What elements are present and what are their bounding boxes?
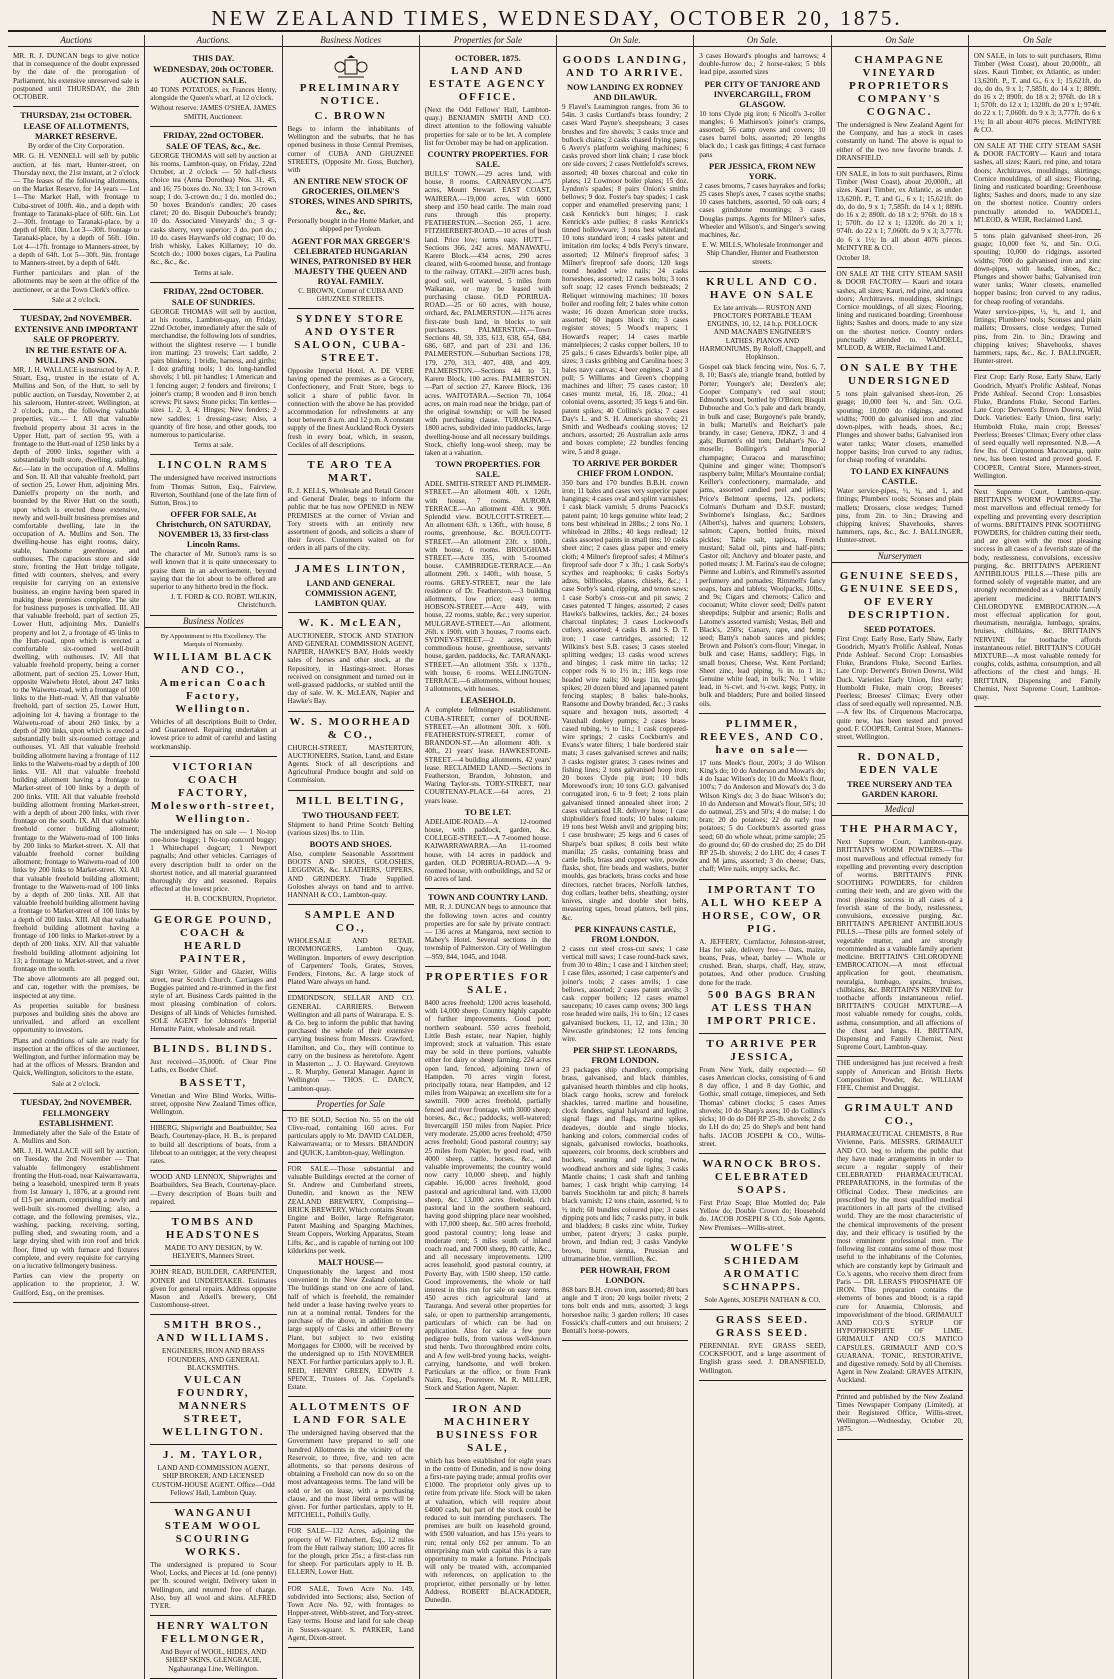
advert — [699, 1238, 825, 1310]
advert-title: PER JESSICA, FROM NEW YORK. — [709, 160, 816, 181]
advert-text: PHARMACEUTICAL CHEMISTS, 8 Rue Vivienne, Paris. MESSRS. GRIMAULT AND CO. beg to inform the public that they have made arrangements in order to secure a regular supply of their CELEBRATED PHARMACEUTICAL PREPARATIONS, in the formulas of the Officinal Codex. These medicines are prescribed by the most qualified medical practitioners in all parts of the civilised world. They are the most characteristic of the chemical improvements of the present day, and their efficacy is testified by the most emminent professional men. The following list contains some of those most useful to the inhabitants of the Colonies, which are constantly kept by Grimault and Co.'s agents, who receive them direct from Paris — DR. LERAS'S PHOSPHATE OF IRON. This preparation contains the elements of bones and blood; is a rapid cure for Anaemia, Chlorosis, and impoverishment of the blood. GRIMAULT AND CO.'S SYRUP OF HYPOPHOSPHITE OF LIME. GRIMAULT AND CO.'S MATICO CAPSULES. GRIMAULT AND CO.'S GUARANA. TONIC, RESTORATIVE, and digestive remedy. Sold by all Chemists. Agent in New Zealand: GRAVES AITKIN, Auckland. — [836, 1130, 963, 1385]
section-heading: Business Notices — [283, 35, 419, 47]
advert — [699, 1154, 825, 1238]
advert-headline: TOMBS AND HEADSTONES — [165, 1216, 261, 1242]
advert-headline: ON SALE BY THE UNDERSIGNED — [839, 362, 960, 388]
advert — [150, 757, 276, 910]
advert-text: The undersigned is New Zealand Agent for the Company, and has a stock in cases constantly on hand. The above is equal to either of the two now favorite brands. J. DRANSFIELD. — [836, 121, 963, 162]
section-heading: Medical — [832, 804, 968, 816]
advert-text: EDMONDSON, SELLAR AND CO. GENERAL CARRIERS. Between Wellington and all parts of Wairarapa. E. S. & Co. beg to inform the public that having purchased the whole of their extensive carrying business from Messrs. Crawford, Hamilton, and Co., they will continue to carry on the business as heretofore. Agent in Masterton ... J. O. Hayward. Greytown ... R. Murphy, General Manager. Agent in Wellington — THOS. C. DARCY, Lambton-quay. — [287, 994, 414, 1093]
advert-headline: THE PHARMACY, — [840, 823, 960, 836]
advert-text: FOR SALE, Town Acre No. 149, subdivided into Sections; also, Section of Town Acre No. 92, with frontages to Hopper-street, Webb-street, and Tory-street. Easy terms. House and land for sale cheap in Sussex-square. S. PARKER, Land Agent, Dixon-street. — [287, 1584, 414, 1642]
advert-headline: PLIMMER, REEVES, AND CO. have on sale— — [700, 717, 825, 756]
advert-text: Sale at 2 o'clock. — [51, 1079, 101, 1088]
advert — [699, 272, 825, 714]
advert-headline: WOLFE'S SCHIEDAM AROMATIC SCHNAPPS. — [722, 1241, 802, 1293]
column-1 — [8, 35, 145, 1679]
advert — [288, 559, 414, 613]
advert-title: SALE OF SUNDRIES. — [171, 296, 255, 307]
advert-text: And Buyer of WOOL, HIDES, AND SHEEP SKINS, GLENGRACIE, Ngahauranga Line, Wellington. — [160, 1648, 267, 1673]
section-heading: On Sale — [969, 35, 1106, 47]
advert-headline: GENUINE SEEDS, GENUINE SEEDS, OF EVERY DESCRIPTION. — [839, 569, 960, 621]
advert — [13, 310, 139, 1094]
advert-date: THURSDAY, 21st OCTOBER. — [20, 110, 132, 121]
advert — [150, 283, 276, 455]
advert-text: H. B. COCKBURN, Proprietor. — [185, 895, 277, 904]
advert — [150, 1503, 276, 1616]
advert-text: The above allotments are all pegged out, and can, together with the premises, be inspected at any time. — [13, 975, 140, 1000]
advert-headline: WARNOCK BROS. CELEBRATED SOAPS. — [702, 1157, 823, 1196]
advert-headline: HENRY WALTON FELLMONGER, — [156, 1620, 270, 1646]
advert — [425, 50, 551, 889]
advert-text: 5 tons plain galvanised sheet-iron, 26 guage; 10,000 feet ¾, and 5in. O.G. spouting; 10,000 do ridgings, assorted widths; 7000 do galvanised iron and zinc down-pipes, with heads, shoes, &c.; Plunges and shower baths; Galvanised iron water tanks; Water closets, enamelled hopper basins; Iron curved to any radius, for cheap roofing of verandahs. — [836, 390, 963, 464]
advert-text: As properties suitable for business purposes and building sites the above are unrivalled, and afford an excellent opportunity to investors. — [13, 1001, 140, 1035]
advert-text: Unquestionably the largest and most convenient in the New Zealand colonies. The buildings stand on one acre of land, half of which is freehold, the remainder held under a lease having twelve years to run at a nominal rental. Tenders for the purchase of the above, in addition to the large supply of Casks and other Brewery Plant, but subject to two existing Mortgages for £3000, will be received by the undersigned up to 15th NOVEMBER NEXT. For further particulars apply to J. R. REID, HENRY GREEN, EDWIN J. SPENCE, Trustees of Jas. Copeland's Estate. — [287, 1268, 414, 1391]
advert — [288, 712, 414, 791]
advert-text: MR. J. H. WALLACE will sell by auction, on Tuesday, the 2nd November — That valuable fellmongery establishment fronting the Hutt-road, near Kaiwarrawarra, being a leasehold, unexpired term 8 years from 1st January 1, 1876, at a ground rent of £15 per annum, comprising a newly and well-built six-roomed dwelling; also, a cottage, and the following premises, viz., washing, packing, receiving, sorting, pulling shed, and sweating room, and a large drying shed with iron roof and brick floor, fitted up with furnace and fixtures complete, and every requisite for carrying on a lucrative fellmongery business. — [13, 1147, 140, 1270]
advert-text: which has been established for eight years in the centre of Dunedin, and is now doing a first-rate paying trade; annual profits over £1000. The proprietor only gives up to retire from private life. Stock will be taken at valuation, which will require about £4000 cash, but part of the stock could be reduced to suit intending purchasers. The premises are built on leasehold ground, with £500 valuation, and has 15½ years to run; rental only £62 per annum. To an enterprising man with capital this is a rare opportunity to make a fortune. Principals will only be treated with, accompanied with references, on application to the proprietor, either personally or by letter. Address, ROBERT BLACKADDER, Dunedin. — [424, 1456, 551, 1605]
advert — [150, 50, 276, 127]
advert-headline: BLINDS. BLINDS. — [153, 1043, 274, 1056]
advert-headline: C. BROWN — [314, 110, 387, 122]
advert-title: LEASEHOLD. — [460, 695, 516, 706]
advert-text: From New York, daily expected:— 60 cases American clocks, consisting of 6 and 8 day office, 1 and 8 day Gothic, and Gothic, small cottage, timepieces, and Seth Thomas' cabinet clocks; 5 cases Ames shovels; 10 do Sharp's axes; 10 do Collins's picks; 10 do do DH RP 25-lb. shovels; 2 do do LH do do; 25 do Shep's and bent hand hafts. JACOB JOSEPH & CO., Willis-street. — [699, 1065, 826, 1148]
advert — [150, 1212, 276, 1266]
advert-text: MR. J. H. WALLACE is instructed by A. P. Stuart, Esq., trustee in the estate of A. Mullins and Son, of the Hutt, to sell by public auction, on Tuesday, November 2, at his saleroom, Hunter-street, Wellington, at 2 o'clock, p.m., the following valuable properties, viz.— I. All that valuable freehold property about 31 acres in the Upper Hutt, part of section 95, with a frontage to the Hutt-road of 1250 links by a depth of 2000 links, together with a substantially built store, dwelling, stabling, &c.—late in the occupation of A. Mullins and Son. II. All that valuable freehold, part of section 25, Lower Hutt, adjoining Mrs. Daniell's property on the north, and bounded by the River Hutt on the south, upon which is erected those extensive, newly and well-built business premises and comfortable dwelling, late in the occupation of A. Mullins and Son. The dwelling-house has eight rooms, dairy, stable, handsome greenhouse, and outhouses. The capacious store and side store, fronting the Hutt bridge tollgate, fitted with counters, shelves, and every requisite for carrying on an extensive business, an engine having been spared in making these premises complete. The site for business purposes is unrivalled. III. All that valuable freehold, part of section 25, Lower Hutt, adjoining Mrs. Daniell's property and lot 2, a frontage of 45 links to the Hutt-road, upon which is erected a comfortable six-roomed well-built dwelling, with outhouses. IV. All that valuable freehold property, being a corner allotment, part of section 25, Lower Hutt, opposite Waiwhetu Hotel, about 247 links to the Waiwetu-road, with a frontage of 100 links to the Hutt-road. V. All that valuable freehold, part of section 25, Lower Hutt, adjoining lot 4, having a frontage to the Waiwetu-road of about 260 links, by a depth of 200 links, upon which is erected a substantially built six-roomed cottage and outhouses. VI. All that valuable freehold building allotment having a frontage of 112 links to the Waiwetu-road by a depth of 100 links. VII. All that valuable freehold building allotment having a frontage to Market-street of 100 links by a depth of 200 links. VIII. All that valuable freehold building allotment fronting Market-street, with a depth of about 200 links, with river frontage on the south. IX. All that valuable freehold corner building allotment; frontage to the Waiwetu-road of 100 links by 200 links to Market-street. X. All that valuable freehold corner building allotment; frontage to Waiwetu-road of 100 links by 200 links to Market-street. XI. All that valuable freehold building allotment; frontage to the Waiwetu-road of 100 links by a depth of 200 links. XII. All that valuable freehold building allotment having a frontage to Market-street of 100 links by a depth of 200 links. XIII. All that valuable freehold building allotment having a frontage of 100 links to Market-street by a depth of 200 links. XIV. All that valuable freehold building allotment adjoining lot 13; a frontage to Market-street, and a river frontage on the south. — [13, 366, 140, 973]
advert-text: Also, complete Seasonable Assortment BOOTS AND SHOES, GOLOSHES, LEGGINGS, &c. LEATHERS, UPPERS, AND GRINDERY. Trade Supplied. Goloshes always on hand and to arrive. HANNAH & CO., Lambton-quay. — [287, 849, 414, 899]
advert — [150, 1122, 276, 1171]
advert-title: NOW LANDING EX RODNEY AND DILAWUR. — [566, 82, 684, 102]
advert-title: TO LAND EX KINFAUNS CASTLE. — [850, 466, 949, 487]
advert-headline: PRELIMINARY NOTICE. — [299, 82, 402, 107]
advert-headline: J. M. TAYLOR, — [163, 1449, 264, 1462]
advert-text: ON SALE, in lots to suit purchasers, Rimu Timber (West Coast), about 20,000ft., all sizes. Kauri Timber, ex Atlantic, as under: 13,620ft. P., T. and G., 6 x 1; 15,621ft. do do, do do, 9 x 1; 7,585ft. do 14 x 1; 889ft. do 16 x 2; 890ft. do 18 x 2; 976ft. do 18 x 1; 570ft. do 12 x 1; 1320ft. do 20 x 1; 974ft. do 22 x 1; 7,060ft. do 9 x 3; 3,777ft. do 6 x 1½; In all about 4076 pieces. McINTYRE & CO. — [836, 170, 963, 252]
advert-text: Begs to inform the inhabitants of Wellington and the suburbs, that he has opened business in those Central Premises, corner of CUBA AND GHUZNEE STREETS, (Opposite Mr. Goss, Butcher), with — [287, 125, 414, 175]
advert-headline: CHAMPAGNE VINEYARD PROPRIETORS COMPANY'S COGNAC. — [848, 54, 951, 118]
advert-text: First Crop: Early Rose, Early Shaw, Early Goodrich, Myatt's Prolific Ashleaf, Nonas Pride Ashleaf. Second Crop: Lonsasbies Fluke, Brandons Fluke, Second Earlies. Late Crop: Derwent's Brown Dowrst, Wild Duck. Varieties: Early Union, first early; Humboldt Fluke, main crop; Breeses' Peerless; Breeses' Climax; Every other class of seed equally well represented. N.B.—A few lbs. of Cirquenous Macrocarpa, quite new, has been tested and proved good. F. COOPER, Central Store, Manners-street, Wellington. — [836, 634, 963, 741]
advert-title: TOWN AND COUNTRY LAND. — [428, 892, 548, 903]
advert-text: C. BROWN, Corner of CUBA AND GHUZNEE STREETS. — [298, 286, 404, 303]
column-2 — [145, 35, 282, 1679]
advert-text: ON SALE AT THE CITY STEAM SASH & DOOR FACTORY— Kauri and totara sashes, all sizes; Kauri, red pine, and totara doors; Architraves, mouldings, skirtings; Cornice mouldings, of all sizes; Flooring, lining and rusticated boarding; Greenhouse lights; Sashes and doors, made to any size on the shortest notice. Country orders punctually attended to. WADDELL, M'LEOD, & WEIR, Reclaimed Land. — [973, 142, 1101, 224]
column-6 — [694, 35, 831, 1679]
advert-text: BULLS' TOWN.—29 acres land, with house, 8 rooms. CARNARVON.—475 acres, Mount Stewart. EAST COAST, WAIRERA.—19,000 acres, with 6000 sheep and 150 head cattle. The main road runs through this property. FEATHERSTON.—Section 265, 1 acre. FITZHERBERT-ROAD.—10 acres of bush land. Price low; terms easy. HUTT.—Sections 366, 242 acres. MANAWATU, Karere Block.—434 acres, 290 acres cleared, with 6-roomed house, and frontage to the railway. OTAKI.—2070 acres bush, good soil, well watered, 5 miles from Waikanae, or may be leased with purchasing clause. OLD PORIRUA-ROAD.—25 or 60 acres, with house, orchard, &c. PALMERSTON.—1176 acres first-rate bush land, in blocks to suit purchasers. PALMERSTON.—Town Sections 48, 59, 335, 613, 638, 654, 684, 686, 687, and part of 231 and 136. PALMERSTON.—Suburban Sections 178, 179, 270, 313, 407, 408, and 409. PALMERSTON.—Sections 44 to 51, Karere Block, 100 acres. PALMERSTON.—Part of section 27, Karere Block, 136 acres. WAITOTARA.—Section 70, 1064 acres, on main road near the bridge, part of the original township; or will be leased with purchasing clause. TURAKINA.—1800 acres, subdivided into paddocks, large dwelling-house and all necessary buildings. Stock, chiefly long-wool sheep, may be taken at a valuation. — [424, 170, 551, 457]
advert-text: PERENNIAL RYE GRASS SEED, COCKSFOOT, and a large assortment of English grass seed. J. DRANSFIELD, Wellington. — [699, 1341, 826, 1375]
advert-title: BOOTS AND SHOES. — [309, 838, 392, 849]
advert — [288, 1525, 414, 1582]
columns — [8, 35, 1106, 1673]
advert-text: Water service-pipes, ½, ¾, and 1, and fittings; Plumbers' tools; Sconses and plain mallets; Drossers, close wedges; Turned pins, from 2in. to 3in.; Drawing and chipping knives; Shavehooks, shaves hammers, raps, &c., &c. J. BALLINGER, Hunter-street. — [973, 307, 1101, 366]
advert-headline: GOODS LANDING, AND TO ARRIVE. — [562, 54, 688, 79]
advert — [699, 880, 825, 1034]
advert — [150, 127, 276, 283]
advert — [288, 309, 414, 455]
advert-text: First Prize Soap; Blue Mottled do; Pale Yellow do; Double Crown do; Household do. JACOB JOSEPH & CO., Sole Agents. New Premises—Willis-street. — [699, 1198, 826, 1232]
advert — [974, 486, 1101, 707]
advert-text: 3 cases Howard's ploughs and harrows; 4 double-furrow do.; 2 horse-rakes; 5 bbls lead pipe, assorted sizes — [699, 52, 826, 77]
advert-text: Personally bought in the Home Market, and shipped per Tyrolean. — [287, 217, 414, 234]
advert — [150, 1171, 276, 1212]
advert-title: TO BE LET. — [464, 806, 511, 817]
advert — [699, 714, 825, 880]
advert-headline: TO ARRIVE PER JESSICA, — [706, 1037, 819, 1063]
advert-text: 23 packages ship chandlery, comprising brass, galvanised, and black thimbles, galvanised hearth thimbles and clip hooks, black cargo hooks, screw and forelock shackles, tarred marline and houseline, clock fenders, signal halyard and logline, signal flags and flags, marine spikes, deadeyes, double and single blocks, hanking and colors, commercial codes of signals, galvanised rowlocks, boathooks, squeezers, coir brooms, deck scrubbers and buckets, seaming and roping twine, woodhead anchors and side lights; 3 casks Mantle chains; 1 cask shaft and tanhing hames; 1 cask bright whip carrying; 14 barrels Stockholm tar and pitch; 8 barrels black varnish; 12 tons chain, assorted, ¼ to ½ inch; 60 bundles coloured pipe; 3 cases dipping pots and lids; 7 casks putty, in bulk and bladders; 8 casks zinc white, Turkey umber, patent dryers; 3 casks purple, brown, and Indian red; 3 casks Vandyke brown, burnt sienna, Prussian and ultramarine blue, vermillion, &c. — [562, 1066, 689, 1263]
advert-text: FOR SALE—132 Acres, adjoining the property of W. Fitzherbert, Esq., 12 miles from the Hutt railway station; 100 acres fit for the plough, price 25s.; a first-class run for sheep. For particulars apply to H. B. ELLERN, Lower Hutt. — [287, 1527, 414, 1577]
advert-text: October 18. — [836, 254, 871, 263]
advert — [837, 268, 963, 358]
advert-date: OCTOBER, 1875. — [455, 53, 521, 63]
advert-text: MR. G. H. VENNELL will sell by public auction, at his mart, Hunter-street, on Thursday next, the 21st instant, at 2 o'clock — The leases of the following allotments, on the Market Reserve, for 14 years — Lot 1—The Market Hall, with frontage to Cuba-street of 100ft. 4in., and a depth with frontage to Taranaki-place of 60ft. 6in. Lot 2—30ft. frontage to Taranaki-place, by a depth of 60ft. 10in. Lot 3—30ft. frontage to Taranaki-place, by a depth of 56ft. 10in. Lot 4—17ft. frontage to Manners-street, by a depth of 64ft. Lot 5—30ft. 9in. frontage to Manners-street, by a depth of 64ft. — [13, 152, 140, 268]
advert-headline: W. S. MOORHEAD & CO., — [289, 715, 412, 741]
advert-headline: JAMES LINTON, — [294, 562, 407, 575]
advert-headline: VULCAN FOUNDRY, MANNERS STREET, WELLINGTON. — [162, 1374, 265, 1439]
advert-headline: GEORGE POUND, COACH & HEARLD PAINTER, — [153, 913, 273, 965]
advert-date: WEDNESDAY, 20th OCTOBER. — [153, 64, 274, 74]
advert-title: IN RE THE ESTATE OF A. MULLINS AND SON. — [25, 345, 127, 366]
advert-date: FRIDAY, 22nd OCTOBER. — [163, 129, 264, 140]
section-heading: On Sale. — [557, 35, 693, 47]
advert-text: Plans and conditions of sale are ready for inspection at the offices of the auctioneer, Wellington, and further information may be had at the offices of Messrs. Brandon and Quick, Wellington, solicitors to the estate. — [13, 1036, 140, 1078]
advert-title: AGENT FOR MAX GREGER'S CELEBRATED HUNGARIAN WINES, PATRONISED BY HER MAJESTY THE QUEEN AND ROYAL FAMILY. — [290, 235, 412, 286]
advert-title: PER HOWRAH, FROM LONDON. — [580, 1265, 671, 1286]
advert-headline: IRON AND MACHINERY BUSINESS FOR SALE, — [436, 1402, 540, 1454]
section-heading: Auctions. — [145, 35, 281, 47]
column-8 — [969, 35, 1106, 1679]
advert-text: GEORGE THOMAS will sell by auction, at his rooms, Lambton-quay, on Friday, 22nd October, immediately after the sale of merchandise, the following lots of sundries, without the slightest reserve — 1 bundle iron matting; 23 trowels; Cart saddle, 2 pairs blinkers; 1 bridle, harness, and girths; 1 doz grafting tools; 1 do. long-handled shovels; 1 bll. pit handles; 1 American and 1 fencing auger; 2 fenders and fireirons; 1 joiner's cramp; 8 wooden and 8 iron bench screws; Pit saws; Stone picks; Tin kettles—sizes 1, 2, 3, 4; Hinges; New fenders; 2 new saddles; 1 dressing-case; Also, a quantity of fire hose, and other goods, too numerous to particularise. — [150, 307, 277, 439]
advert-headline: MILL BELTING, — [295, 794, 406, 807]
advert — [150, 1266, 276, 1315]
advert-text: TO BE SOLD, Section No. 55 on the old Clive-road, containing 160 acres. For particulars apply to Mr. DAVID CALDER, Kaiwarrawarra; or to Messrs. BRANDON and QUICK, Lambton-quay, Wellington. — [287, 1115, 414, 1157]
advert-text: Further particulars and plan of the allotments may be seen at the office of the auctioneer, or at the Town Clerk's office. — [13, 269, 140, 294]
advert-text: FOR SALE.—Those substantial and valuable Buildings erected at the corner of St. Andrew and Cumberland streets, Dunedin, and known as the NEW ZEALAND BREWERY, Comprising— BRICK BREWERY, Which contains Steam Engine and Boiler, large Refrigerator, Patent Mashing and Sparging Machines, Steam Coppers, Working Apparatus, Steam Lifts, &c., and is capable of turning out 100 kilderkins per week. — [287, 1164, 414, 1255]
advert — [288, 791, 414, 906]
advert-headline: PROPERTIES FOR SALE. — [425, 970, 550, 996]
advert-headline: GRIMAULT AND CO., — [844, 1102, 955, 1128]
imprint — [837, 1391, 963, 1440]
advert-text: Water service-pipes, ½, ¾, and 1, and fittings; Plumbers' tools; Sconses and plain mallets; Drossers, close wedges; Turned pins, from 2in. to 3in.; Drawing and chipping knives; Shavehooks, shaves hammers, raps, &c., &c. J. BALLINGER, Hunter-street. — [836, 487, 963, 545]
section-heading: Properties for Sale — [283, 1099, 419, 1111]
advert-headline: TE ARO TEA MART. — [307, 459, 394, 485]
advert-headline: KRULL AND CO. HAVE ON SALE — [706, 275, 819, 301]
advert-title: TO ARRIVE PER BORDER CHIEF FROM LONDON. — [572, 457, 678, 478]
advert-text: Immediately after the Sale of the Estate of A. Mullins and Son. — [13, 1128, 140, 1145]
advert-headline: W. K. McLEAN, — [298, 616, 403, 629]
advert-text: LAND AND COMMISSION AGENT, SHIP BROKER, AND LICENSED CUSTOM-HOUSE AGENT. Office—Odd Fellows' Hall, Lambton Quay. — [151, 1464, 275, 1497]
advert — [562, 50, 688, 1341]
advert — [288, 613, 414, 712]
advert-text: JOHN READ, BUILDER, CARPENTER, JOINER and UNDERTAKER. Estimates given for general repairs. Address opposite Mason and Arkell's brewery, Old Customhouse-street. — [150, 1268, 277, 1310]
advert-text: Terms at sale. — [193, 268, 234, 277]
advert-text: Gospel oak black fencing wire, Nos. 6, 7, 8, 10; Bass's ale, triangle brand, bottled by Porter; Younger's ale; Deezlen's ale; Cooper Company's red seal stout; Edmond's stout, bottled by O'Brien; Bisquit Dubouche and Co.'s pale and dark brandy, in bulk and case; Burgoyne's pale brandy, in bulk; Martell's and Reichart's pale brandy, in case; Geneva, JDKZ, 3 and 4 gals; Burnett's old tom; Delahart's No. 2 moselle; Bollinger's and Imperial champagne; Curacoa and maraschino; Quinine and ginger wine; Thompson's raspberry balm; Millar's Mountaine cordial; Keiller's confectionery, marmalade, and jams, assorted candied peel and jellies; Price's Belmont sperms, 12s. pockets; Colman's Durham and D.S.F. mustard; Swinborne's Isinglass, &c.; Sardines (Albert's), halves and quarters; Lobsters, salmon; Capers, bottled fruits, mixed pickles; Table salt, tapioca, French mustard; Salad oil, pints and half-pints; Castor oil; Anchovy and bloater paste, and potted meats; J. M. Farina's eau de cologne; Pienne and Lubin's, and Rimmell's assorted perfumery and pomades; Rimmell's fancy soaps, bars and tablets; Woolpacks, 10lbs., and 9s; Cigars and cheroots; Calico and cocoanut; White clover seed; Dell's patent sheepdips; Sulphur and arsenic; Rolls and Latome's assorted varnish; Vestas, Bell and Black's, 250's; Canary, rape, and hemp seed; Batty's nabob sauces and pickles; Brown and Polson's corn-flour; Vinegar, in bulk and case; Hams, saddlery; Figs, in small boxes; Cheese, Wst. Kent Portland; Sheet zinc, lead piping, ¾ in. to 1 in.; Genuine white lead, in bulk; No. 1 white lead, in ¾-cwt. and ½-cwt. kegs; Putty, in bulk and bladders; Pure and boiled linseed oils. — [699, 363, 826, 708]
advert-text: The undersigned has on sale — 1 No-top one-horse buggy; 1 No-top concord buggy; 1 Whitechapel dogcart; 1 Newport pagnalls; And other vehicles. Carriages of every description built to order on the shortest notice, and all material guaranteed thoroughly dry and seasoned. Repairs effected at the lowest price. — [150, 827, 277, 894]
advert-text: Sole Agents, JOSEPH NATHAN & CO. — [704, 1295, 821, 1304]
advert-title: LAND AND GENERAL COMMISSION AGENT, LAMBTON QUAY. — [305, 577, 397, 608]
advert-headline: SAMPLE AND CO., — [304, 909, 397, 935]
section-heading: Auctions — [8, 35, 144, 47]
advert — [288, 50, 414, 309]
advert-text: HIBERG, Shipwright and Boatbuilder, Sea Beach, Courtenay-place, H. B., is prepared to build all descriptions of boats, from a lifeboat to an outrigger, at the very cheapest rates. — [150, 1124, 277, 1166]
advert — [699, 1310, 825, 1381]
advert-text: Parties can view the property on application to the proprietor, J. W. Guilford, Esq., on the premises. — [13, 1272, 140, 1297]
advert-text: GEORGE THOMAS will sell by auction at his rooms, Lambton-quay, on Friday, 22nd October, at 2 o'clock — 50 half-chests choice tea (Anna Dorothea) Nos. 31, 45, and 16; 75 boxes do. No. 33; 1 ton 3-crown soap; 1 do. 3-crown do.; 1 do. mottled do.; 50 boxes Brandon's candles; 20 cases claret; 20 do. Bisquit Dubouche's brandy; 10 do. Associated Vineyards' do.; 3 qr-casks sherry, very superior; 3 do. port do.; 10 do. cases Hayward's old cognac; 10 do. Irish whisky, Lakes Killarney; 10 do. Scotch do.; 1000 boxes cigars, La Paulina &c., &c., &c. — [150, 151, 277, 267]
advert-title: FELLMONGERY ESTABLISHMENT. — [38, 1107, 114, 1128]
advert-text: 9 Flavel's Leamington ranges, from 36 to 54in. 3 casks Curtland's brass foundry; 2 cases Ward Payne's sheepshears; 3 cases brushes and fire shovels; 3 casks truce and bullock chains; 2 casks chased frying pans; 6 Avery's platform weighing machines; 6 casks proved short link chain; 1 case block ore side covers; 2 cases Nettlefold's screws, assorted; 40 boxes charcoal and coke tin plates; 12 Lowmoor boiler plates; 15 doz. Lyndon's spades; 8 pairs Onion's smiths bellows; 9 doz. Foster's bay spades; 1 cask copper and enamelled preserving pans; 1 cask Kenrick's butt hinges; 1 cask Kenrick's axle pullies; 8 casks Kenrick's tinned hollowware; 3 tons best whiteland; 10 tons standard iron; 4 casks patent and imitation rim locks; 4 bdls Perry's tinware, assorted; 12 Milner's fireproof safes; 3 Milner's fireproof safe doors; 120 kegs round headed wire nails; 24 casks horseshoes, assorted; 12 cases bolts; 3 tons soft soap; 12 cases French bedsteads; 2 Reliquet winnowing machines; 10 boxes boiler and roofing felt; 2 bales white cotton waste; 16 dozen American store trucks, assorted; 60 ingots block tin; 3 cases register stoves; 5 Wood's reapers; 1 Howard's reaper; 14 cases marble mantelpieces; 2 casks copper boilers, 10 to 25 gals.; 6 cases Edwards's boiler pipe, all sizes; 3 casks gribbing and Carolina hoes; 3 bales navy canvas; 4 beer engines, 2 and 3 pull; 5 Williams and Green's chopping machines and lifter; 75 cases castor; 10 cases muntz metal, 16, 18, 20oz.; 41 colonial ovens, assorted; 35 kegs 6 and 6in. patent spikes; 40 Collins's picks; 7 cases Day's L. and S. H. American shovels; 21 Smith and Wedhead's cooking stoves; 12 anchors, assorted; 26 Australian axle arms and boxes complete; 22 bundles fencing wire, 5 and 8 guage. — [562, 103, 689, 456]
advert-headline: IMPORTANT TO ALL WHO KEEP A HORSE, COW, OR PIG. — [700, 883, 824, 935]
section-heading: Business Notices — [145, 616, 281, 628]
advert-title: MALT HOUSE— — [318, 1257, 384, 1268]
advert-text: Vehicles of all descriptions Built to Order, and Guaranteed. Repairing undertaken at lowest price to admit of careful and lasting workmanship. — [150, 717, 277, 751]
advert-text: MR. R. J. DUNCAN begs to give notice that in consequence of the doubt expressed by the date of the prorogation of Parliament, his extensive unreserved sale is postponed until THURSDAY, the 28th OCTOBER. — [13, 52, 140, 102]
advert-title: LEASE OF ALLOTMENTS, MARKET RESERVE. — [23, 121, 129, 142]
advert-headline: 500 BAGS BRAN AT LESS THAN IMPORT PRICE. — [707, 988, 818, 1027]
advert — [837, 358, 963, 550]
advert — [150, 1039, 276, 1122]
advert — [150, 1445, 276, 1503]
advert-text: By order of the City Corporation. — [28, 142, 125, 151]
advert — [288, 1397, 414, 1525]
advert-date: THIS DAY. — [192, 53, 235, 63]
advert-headline: GRASS SEED. GRASS SEED. — [715, 1313, 809, 1339]
advert-text: Terms at sale. — [193, 441, 234, 450]
advert-title: TWO THOUSAND FEET. — [302, 809, 399, 820]
advert — [699, 1034, 825, 1154]
advert-text: 8400 acres freehold; 1200 acres leasehold, with 14,000 sheep. Country highly capable of further improvements. Good port; northern seaboard. 550 acres freehold, Little Bush estate, near Napier, highly improved; stock at valuation. This estate may be sold in three portions, valuable either for dairy or sheep farming. 224 acres open land, fenced, adjoining town of Hampden. 70 acres virgin forest, principally totara, near Hampden, and 12 miles from Waipawa; an excellent site for a sawmill. 7000 acres freehold, partially fenced and river frontage, with 3000 sheep; horses, &c., &c.; paddocks, well-watered; Invercargill 150 miles from Napier. Price very moderate. 25,000 acres freehold; 4750 acres freehold; Good pastoral country; say 25 miles from Napier, by good road, with 4000 sheep, cattle, horses, &c., and valuable improvements; the country would now carry 10,000 sheep, and highly capable. 16,000 acres freehold, good pastoral and agricultural land, with 13,000 sheep, &c. 13,000 acres freehold, rich pastoral land in the southern seaboard, having good shipping place near woolshed, with 17,000 sheep, &c. 500 acres freehold, good pastoral country; long lease and moderate rent; 5 miles south of inland coach road, and 7000 sheep, 80 cattle, &c., and all necessary improvements. 1200 acres leasehold, good pastoral country, at Poverty Bay, with 1500 sheep, 150 cattle. Good improvements, the whole or half interest in this run for sale on easy terms. 450 acres rich agricultural land at Tauranga. And several other properties for sale, or open to partnership arrangements, particulars of which can be had on application. Also for sale a few pure pedigree bulls, from various well-known stud herds. Two thoroughbred entire colts, and A few well-bred young hacks, weight-carrying, handsome, and well broken. Particulars at the office, or from Frank Nairn, Esq., Pourerere. M. R. MILLER, Stock and Station Agent, Napier. — [424, 998, 551, 1393]
advert-text: Sale at 2 o'clock. — [51, 295, 101, 304]
advert — [699, 50, 825, 272]
advert-text: Just received—35,000ft. of Clear Pine Laths, ex Border Chief. — [150, 1058, 277, 1075]
advert-headline: LINCOLN RAMS — [158, 459, 269, 472]
advert — [150, 1616, 276, 1679]
advert-text: WOOD AND LENNOX, Shipwrights and Boatbuilders, Sea Beach, Courtenay-place.—Every description of Boats built and repaired. — [150, 1173, 277, 1206]
advert — [150, 910, 276, 1040]
advert-text: ON SALE AT THE CITY STEAM SASH & DOOR FACTORY— Kauri and totara sashes, all sizes; Kauri, red pine, and totara doors; Architraves, mouldings, skirtings; Cornice mouldings, of all sizes; Flooring, lining and rusticated boarding; Greenhouse lights; Sashes and doors, made to any size on the shortest notice. Country orders punctually attended to. WADDELL, M'LEOD, & WEIR, Reclaimed Land. — [836, 270, 963, 353]
advert-title: COUNTRY PROPERTIES. FOR SALE. — [427, 149, 549, 170]
advert — [425, 967, 551, 1399]
advert-text: 350 bars and 170 bundles B.B.H. crown iron; 11 bales and cases very superior paper hangings; 4 cases oval and splint varnishes; 1 cask black varnish; 5 drums Peacock's patent paint; 10 kegs genuine white lead; 2 tons best whitelead in 28lbs.; 2 tons No. 1 whitelead in 28lbs.; 40 kegs redlead; 12 casks assorted paints in small tins; 10 casks sheet zinc; 2 cases glass paper and emery cloth; 4 Milner's fireproof safes; 4 Milner's fireproof safe door 7 x 3ft.; 1 cask Sorby's scythes and reaphooks; 6 casks Sorby's adzes, billhooks, planes, chisels, &c.; 1 case Sorby's sand, ripping, and tenon saws; 1 case Sorby's cross-cut and pit saws; 2 cases patented T hinges, assorted; 2 cases Hawks's balkwires, tackles, &c.; 24 boxes charcoal tinplates; 3 cases Lockwood's cutlery, assorted; 4 casks B. and S. D. T. iron; 1 case cartridges, assorted; 12 Wilkins's best S.B. cases; 3 cases steeled splitting wedges; 13 casks wood screws and hinges; 1 cask mitre tin tacks; 12 copper rods ¾ to 1½ in.; 185 kegs rose headed wire nails; 30 kegs 1in. wrought spikes; 20 dozen blued and japanned patent fencing staples; 8 bales bale-hooks, Ransome and Dowby branded, &c.; 3 casks square and hexagon nuts, assorted; 4 Vauxhall donkey pumps; 2 cases brass-cased tubing, ½ to 1in.; 1 cask coppered-wire springs; 2 casks Cockburn's and Evans's water filters; 1 bale bordered stair mats; 3 cases galvanised screws and nails; 3 casks register grates; 3 cases twines and fishing lines; 2 tons galvanised hoop iron; 20 boxes Clyde pig iron; 10 bdls Morewood's iron; 10 tons G.O. galvanised corrugated iron, 6 to 9 feet; 2 tons plain galvanised tinned annealed sheet iron; 2 cases vulcanised I.R. delivery hose; 1 case shipbuilder's fixed tools; 10 bales oakum; 19 tons best Welsh anvil and gripping bits; 1 case brushware; 25 kegs and 6 cases of Sharpe's boat spikes; 8 coils best white manilla; 25 casks, containing brass and cattle bells, brass and copper wire, powder flasks, shot, fire beads and washers, butter moulds, gas brackets, brass cocks and hose directors, ratchet braces, Norfolk latches, dog collars, leather belts, sheathing, oyster knives, single and double shot belts, measuring tapes, bread platters, bell pins, &c. — [562, 478, 689, 922]
advert-text: ON SALE, in lots to suit purchasers, Rimu Timber (West Coast), about 20,000ft., all sizes. Kauri Timber, ex Atlantic, as under: 13,620ft. P., T. and G., 6 x 1; 15,621ft. do do, do do, 9 x 1; 7,585ft. do 14 x 1; 889ft. do 16 x 2; 890ft. do 18 x 2; 976ft. do 18 x 1; 570ft. do 12 x 1; 1320ft. do 20 x 1; 974ft. do 22 x 1; 7,060ft. do 9 x 3; 3,777ft. do 6 x 1½; In all about 4076 pieces. McINTYRE & CO. — [973, 52, 1101, 134]
advert-title: TOWN PROPERTIES. FOR SALE. — [435, 459, 541, 480]
advert-text: R. J. KELLS, Wholesale and Retail Grocer and General Dealer, begs to inform the public that he has now OPENED in NEW PREMISES at the corner of Vivian and Tory streets with an entirely new assortment of goods, and solicits a share of their favors. Customers waited on for orders in all parts of the city. — [287, 487, 414, 553]
advert-text: 868 bars B.H. crown iron, assorted; 80 bars angle and T iron; 20 kegs boiler rivets; 2 tons bolt ends and nuts, assorted; 3 kegs horseshoe nails; 3 garden rollers; 10 cases Fossick's chaff-cutters and out bruisers; 2 Bentall's horse-powers. — [562, 1286, 689, 1336]
advert-date: TUESDAY, 2nd NOVEMBER. — [20, 1096, 132, 1107]
advert-title: AN ENTIRE NEW STOCK OF GROCERIES, OILMEN'S STORES, WINES AND SPIRITS, &c., &c. — [289, 176, 413, 217]
advert-text: A. JEFFERY, Cornfactor, Johnston-street, Has for sale, delivery free— Oats, maize, beans, Peas, wheat, barley — Whole or crushed. Bran, sharps, chaff, Hay, straw, potatoes, And other produce. Crushing done for the trade. — [699, 937, 826, 987]
advert-text: MADE TO ANY DESIGN, by W. HELYER'S, Manners Street. — [164, 1244, 263, 1261]
advert-text: THE undersigned has just received a fresh supply of American and British Herbs Composition Powder, &c. WILLIAM FIFE, Chemist and Druggist. — [836, 1059, 963, 1093]
advert-text: MR. R. J. DUNCAN begs to announce that the following town acres and country properties are for sale by private contract:— 136 acres at Mangaroa, next section to Mabey's Hotel. Several sections in the township of Palmerston. City of Wellington—959, 844, 1045, and 1048. — [424, 903, 551, 961]
advert-date: TUESDAY, 2nd NOVEMBER. — [20, 313, 132, 324]
advert-text: 17 tons Meek's flour, 200's; 3 do Wilson King's do; 10 do Anderson and Mowat's do; 4 do Isaac Wilson's do; 10 do Meek's flour, 100's; 7 do Anderson and Mowat's do; 3 do Wilson King's do; 3 do Isaac Wilson's do; 10 do Anderson and Mowat's flour, 50's; 10 do oatmeal, 25's and 50's; 4 do malse; 1 do bran; 20 do potatoes; 22 do early rose potatoes; 5 do Cockburn's assorted grass seed; 60 do whole wheat, prime sample; 25 do ground do; 60 do crushed do; 25 do DH RP 25-lb. shovels; 2 do LHC do; 4 cases T and M jams, assorted; 3 do cheese; Oats, chaff; Wire nails, empty sacks, &c. — [699, 758, 826, 874]
advert — [974, 50, 1101, 140]
advert-text: The character of Mr. Sutton's rams is so well known that it is quite unnecessary to praise them in an advertisement, beyond saying that the lot about to be offered are superior to any hitherto bred in the flock. — [150, 550, 277, 591]
column-7 — [832, 35, 969, 1679]
advert — [13, 1094, 139, 1303]
section-heading: On Sale. — [694, 35, 830, 47]
imprint-text: Printed and published by the New Zealand Times Newspaper Company (Limited), at their Registered Office, Willis-street, Wellington.—Wednesday, October 20, 1875. — [836, 1392, 963, 1434]
advert-text: WHOLESALE AND RETAIL IRONMONGERS, Lambton Quay, Wellington. Importers of every description of Carpenters' Tools, Grates, Stoves, Fenders, Firetons, &c. A large stock of Plated Ware always on hand. — [287, 937, 414, 987]
advert — [288, 1114, 414, 1163]
advert-text: 40 TONS POTATOES, ex Frances Henty, alongside the Queen's wharf, at 12 o'clock. — [150, 86, 277, 103]
advert — [13, 107, 139, 310]
advert-headline: VICTORIAN COACH FACTORY, Molesworth-street, Wellington. — [151, 760, 276, 825]
advert — [837, 1098, 963, 1390]
advert-text: ADEL SMITH-STREET AND PLIMMER-STREET.—An allotment 40ft. x 126ft, with house, 7 rooms. AURORA TERRACE.—An allotment 43ft. x 90ft. Splendid view. BOULCOTT-STREET.—An allotment 63ft. x 136ft., with house, 8 rooms, greenhouse, &c. BOULCOTT-STREET.—An allotment 23ft. x 100ft., with house, 6 rooms. BROUGHAM-STREET.—Acre 335, with 5-roomed house. CAMBRIDGE-TERRACE.—An allotment 29ft. x 140ft., with house, 5 rooms. GREY-STREET, near the late residence of Dr. Featherston.—3 building allotments, low price; easy terms. HOBSON-STREET.—Acre 449, with house, 22 rooms, stable, &c.; very superior. MULGRAVE-STREET.—An allotment, 26ft. x 190ft. with 3 houses, 7 rooms each. SYDNEY-STREET.—2 acres, with commodious house, greenhouse, servants' house, garden, paddocks, &c. TARANAKI-STREET.—An allotment 35ft. x 137ft., with house, 6 rooms. WELLINGTON-TERRACE.—6 allotments, without houses; 3 allotments, with houses. — [424, 480, 551, 694]
advert-text: The undersigned is prepared to Scour Wool, Locks, and Pieces at 1d. (one penny) per lb. scoured weight. Delivery taken in Wellington, and returned free of charge. Also, buy all wool and skins. ALFRED TYER. — [150, 1560, 277, 1610]
advert-text: Shipment to hand Prime Scotch Belting (various sizes) lbs. to 11in. — [287, 820, 414, 837]
advert-title: SEED POTATOES. — [863, 623, 936, 634]
advert-title: PER KINFAUNS CASTLE, FROM LONDON. — [574, 923, 676, 944]
advert-headline: SYDNEY STORE AND OYSTER SALOON, CUBA-STREET. — [294, 313, 408, 365]
advert — [837, 747, 963, 804]
advert — [13, 50, 139, 107]
advert-text: ENGINEERS, IRON AND BRASS FOUNDERS, AND GENERAL BLACKSMITHS. — [162, 1347, 265, 1372]
advert — [288, 455, 414, 559]
advert-title: SALE OF TEAS, &c., &c. — [166, 140, 261, 151]
advert — [974, 140, 1101, 230]
advert — [150, 631, 276, 757]
advert-title: OFFER FOR SALE, At Christchurch, ON SATURDAY, NOVEMBER 13, 33 first-class Lincoln Rams. — [155, 509, 271, 550]
advert-text: By Appointment to His Excellency. The Marquis of Normanby. — [160, 632, 267, 648]
advert-text: Without reserve. JAMES O'SHEA. JAMES SMITH, Auctioneer. — [150, 104, 277, 121]
advert — [837, 566, 963, 748]
advert-text: Next Supreme Court, Lambton-quay. BRITTAIN'S WORM POWDERS.—The most marvellous and effectual remedy for expelling and preventing every description of worms. BRITTAIN'S PINK SOOTHING POWDERS, for children cutting their teeth, and are given with the most pleasing success in all cases of a feverish state of the body, restlessness, convulsions, excessive purging, &c. BRITTAIN'S APERIENT ANTIBILIOUS PILLS.—These pills are formed solely of vegetable matter, and are strongly recommended as a valuable family aperient medicine. BRITTAIN'S CHLORODYNE EMBROCATION.—A most effectual application for gout, rheumatism, neuralgia, lumbago, sprains, bruises, chilblains, &c. BRITTAIN'S NERVINE for toothache affords instantaneous relief. BRITTAIN'S COUGH MIXTURE—A most valuable remedy for coughs, colds, asthma, consumption, and all affections of the chest and lungs. H. BRITTAIN, Dispensing and Family Chemist, Next Supreme Court, Lambton-quay. — [973, 487, 1101, 702]
advert — [150, 455, 276, 615]
advert-text: First Crop: Early Rose, Early Shaw, Early Goodrich, Myatt's Prolific Ashleaf, Nonas Pride Ashleaf. Second Crop: Lonsasbies Fluke, Brandons Fluke, Second Earlies. Late Crop: Derwent's Brown Dowrst, Wild Duck. Varieties: Early Union, first early; Humboldt Fluke, main crop; Breeses' Peerless; Breeses' Climax; Every other class of seed equally well represented. N.B.—A few lbs. of Cirquenous Macrocarpa, quite new, has been tested and proved good. F. COOPER, Central Store, Manners-street, Wellington. — [973, 373, 1101, 480]
advert-headline: LAND AND ESTATE AGENCY OFFICE. — [429, 65, 547, 103]
advert-text: 2 cases brooms, 7 cases hayrakes and forks; 25 cases Shep's axes, 7 cases scythe snaths; 10 cases hatchets, assorted, 50 oak oars; 4 cases grindstone mountings; 3 cases Douglas pumps. Agents for Milner's safes, Wheeler and Wilson's, and Singer's sewing machines, &c. — [699, 181, 826, 240]
advert-headline: ALLOTMENTS OF LAND FOR SALE — [289, 1401, 412, 1427]
advert-text: 5 tons plain galvanised sheet-iron, 26 guage; 10,000 feet ¾, and 5in. O.G. spouting; 10,000 do ridgings, assorted widths; 7000 do galvanised iron and zinc down-pipes, with heads, shoes, &c.; Plunges and shower baths; Galvanised iron water tanks; Water closets, enamelled hopper basins; Iron curved to any radius, for cheap roofing of verandahs. — [973, 232, 1101, 306]
advert-text: Ex late arrivals— RUSTON AND PROCTOR'S PORTABLE TEAM ENGINES, 10, 12, 14 h.p. POLLOCK AND MACNAB'S ENGINEER'S LATHES. PIANOS AND HARMONIUMS, By Roloff, Chappell, and Hopkinson. — [699, 303, 826, 362]
advert-title: PER SHIP ST. LEONARDS, FROM LONDON. — [573, 1045, 678, 1066]
advert-date: FRIDAY, 22nd OCTOBER. — [163, 285, 264, 296]
advert-title: EXTENSIVE AND IMPORTANT SALE OF PROPERTY. — [14, 324, 138, 345]
advert-title: AUCTION SALE. — [180, 75, 247, 85]
advert-text: The undersigned having observed that the Government have prepared to sell one hundred Allotments in the vicinity of the Reservoir, to three, five, and ten acre allotments, so that persons desirous of obtaining a Freehold can now do so on the most advantageous terms. The land will be sold or let on lease, with a purchasing clause, and the most liberal terms will be given. For further particulars, apply to H. MITCHELL, Polhill's Gully. — [287, 1429, 414, 1520]
advert-text: Next Supreme Court, Lambton-quay. BRITTAIN'S WORM POWDERS.—The most marvellous and effectual remedy for expelling and preventing every description of worms. BRITTAIN'S PINK SOOTHING POWDERS, for children cutting their teeth, and are given with the most pleasing success in all cases of a feverish state of the body, restlessness, convulsions, excessive purging, &c. BRITTAIN'S APERIENT ANTIBILIOUS PILLS.—These pills are formed solely of vegetable matter, and are strongly recommended as a valuable family aperient medicine. BRITTAIN'S CHLORODYNE EMBROCATION.—A most effectual application for gout, rheumatism, neuralgia, lumbago, sprains, bruises, chilblains, &c. BRITTAIN'S NERVINE for toothache affords instantaneous relief. BRITTAIN'S COUGH MIXTURE—A most valuable remedy for coughs, colds, asthma, consumption, and all affections of the chest and lungs. H. BRITTAIN, Dispensing and Family Chemist, Next Supreme Court, Lambton-quay. — [836, 838, 963, 1052]
advert-text: Opposite Imperial Hotel. A. DE VERE having opened the premises as a Grocery, Confectionery, and Fruit Store, begs to solicit a share of public favor. In connection with the above he has provided accommodation for refreshments at any hour between 8 a.m. and 12 p.m. A constant supply of the finest Auckland Rock Oysters fresh in every boat, which, in season, Cockles of all descriptions. — [287, 367, 414, 449]
advert-headline: WANGANUI STEAM WOOL SCOURING WORKS. — [164, 1506, 262, 1558]
advert — [974, 371, 1101, 486]
advert-title: PER CITY OF TANJORE AND INVERCARGILL, FROM GLASGOW. — [704, 78, 821, 109]
advert-text: 2 cases cut steel cross-cut saws; 1 case vertical mill saws; 1 case round-back saws, from 30 to 48in.; 1 case and 1 kitchen steel; 1 case files, assorted; 1 case carpenter's and joiner's tools; 2 cases anvils; 1 case bellows, assorted; 2 cases patent anvils; 3 cask copper boilers; 12 cases enamel saucepans; 10 cases camp ovens; 300 kegs rose headed wire nails, 1¼ to 6in.; 12 cases galvanised buckets, 11, 12, and 13in.; 30 Newcastle grindstones; 12 tons fencing wire. — [562, 944, 689, 1043]
advert-text: J. T. FORD & CO. ROBT. WILKIN, Christchurch. — [170, 593, 277, 610]
column-3 — [283, 35, 420, 1679]
advert-text: Sign Writer, Gilder and Glazier, Willis street, near Scotch Church. Carriages and Buggies painted and re-trimmed in the first style of art. Business Cards painted in the most pleasing combination of colors. Designs of all kinds of Vehicles furnished. SOLE AGENT for Johnson's Imperial Hematite Paint, wholesale and retail. — [150, 967, 277, 1034]
advert-headline: WILLIAM BLACK AND CO., American Coach Factory, Wellington. — [153, 650, 274, 715]
advert-headline: SMITH BROS., AND WILLIAMS. — [156, 1319, 271, 1345]
advert — [425, 1399, 551, 1611]
section-heading: Properties for Sale — [420, 35, 556, 47]
advert-title: TREE NURSERY AND TEA GARDEN KARORI. — [846, 779, 953, 800]
advert-headline: R. DONALD, EDEN VALE — [857, 751, 942, 777]
advert-text: A complete fellmongery establishment. CUBA-STREET, corner of DOURNE-STREET.—An allotment 30ft. x 60ft. FEATHERSTON-STREET, corner of BRANDON-ST.—An allotment 40ft. x 40ft., 21 years' lease. HAWKESTONE-STREET.—4 building allotments, 42 years' lease. RECLAIMED LAND.—Sections in Featherston, Brandon, Johnston, and Waring Taylor-sts. TORY-STREET, near COURTENAY-PLACE.—64 acres, 21 years lease. — [424, 706, 551, 805]
advert — [425, 889, 551, 966]
advert — [974, 230, 1101, 371]
column-4 — [420, 35, 557, 1679]
coat-of-arms-icon — [332, 54, 370, 80]
advert-text: The undersigned have received instructions from Thomas Sutton, Esq., Fairview, Riverton, Southland (one of the late firm of Sutton, Bros.) to — [150, 474, 277, 507]
advert — [288, 1163, 414, 1397]
advert — [288, 905, 414, 992]
advert — [837, 819, 963, 1057]
masthead: NEW ZEALAND TIMES, WEDNESDAY, OCTOBER 20, 1875. — [8, 6, 1106, 32]
advert-text: Venetian and Wire Blind Works, Willis-street, opposite New Zealand Times office, Wellington. — [150, 1091, 277, 1117]
section-heading: Nurserymen — [832, 551, 968, 563]
advert-text: 10 tons Clyde pig iron; 6 Nicoll's 3-roller mangles; 6 Mathieson's joiner's cramps, assorted; 56 camp ovens and covers; 10 cases barrel bolts, assorted; 20 lengths black do.; 1 cask gas fittings; 4 cast furnace pans — [699, 109, 826, 159]
advert — [837, 168, 963, 268]
advert — [150, 1315, 276, 1445]
advert-text: CHURCH-STREET, MASTERTON, AUCTIONEERS, Station, Land, and Estate Agents. Stock of all descriptions and Agricultural Produce bought and sold on Commission. — [287, 743, 414, 785]
advert — [837, 1057, 963, 1098]
section-heading: On Sale — [832, 35, 968, 47]
advert-text: ADELAIDE-ROAD.—A 12-roomed house, with paddock, garden, &c. COLLEGE-STREET.—A 7-roomed house. KAIWARRAWARRA.—An 11-roomed house, with 14 acres in paddock and garden. OLD PORIRUA-ROAD.—A 9-roomed house, with outbuildings, and 52 or 60 acres of land. — [424, 817, 551, 884]
advert-text: AUCTIONEER, STOCK AND STATION AND GENERAL COMMISSION AGENT, NAPIER, HAWKE'S BAY, Holds weekly sales of horses and other stock, at the Repository, in Hastings-street. Horses received on consignment and turned out in well-grassed paddocks, or stabled until the day of sale. W. K. McLEAN, Napier and Hawke's Bay. — [287, 631, 414, 706]
advert-headline: BASSETT, — [179, 1076, 248, 1089]
advert — [288, 992, 414, 1098]
advert — [288, 1583, 414, 1648]
advert-text: (Next the Odd Fellows' Hall, Lambton-quay.) BENJAMIN SMITH AND CO. direct attention to the following valuable properties for sale or to be let. A complete list for October may be had on application. — [424, 106, 551, 147]
advert — [837, 50, 963, 168]
advert-text: E. W. MILLS, Wholesale Ironmonger and Ship Chandler, Hunter and Featherston streets. — [701, 241, 823, 266]
column-5 — [557, 35, 694, 1679]
